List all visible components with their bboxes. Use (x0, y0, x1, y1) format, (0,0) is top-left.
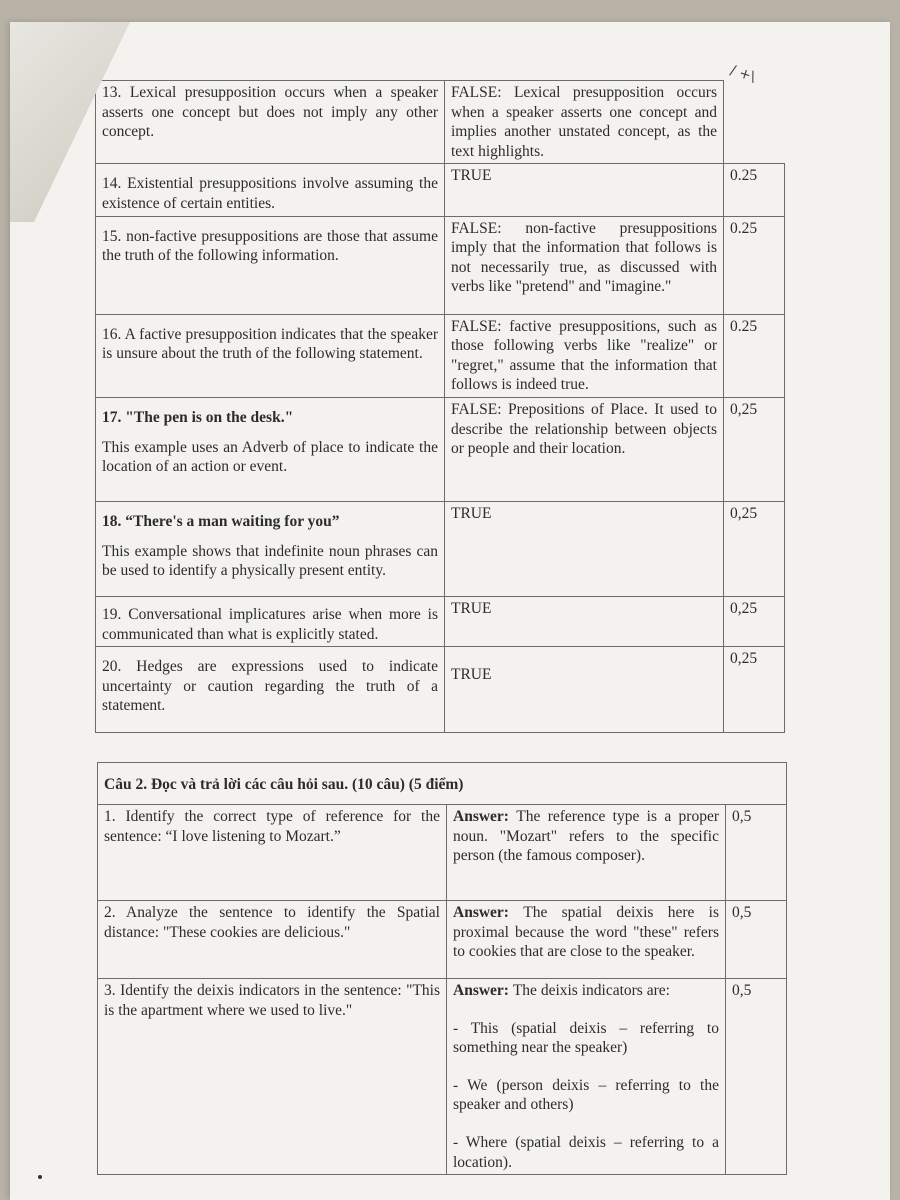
score-cell: 0.25 (724, 164, 785, 216)
score-cell: 0.25 (724, 216, 785, 314)
list-item: - This (spatial deixis – referring to something near the speaker) (453, 1019, 719, 1057)
question-text: This example shows that indefinite noun phrases can be used to identify a physically present entity. (102, 542, 438, 580)
list-item: - We (person deixis – referring to the speaker and others) (453, 1076, 719, 1114)
list-item: - Where (spatial deixis – referring to a location). (453, 1133, 719, 1171)
answer-cell: FALSE: factive presuppositions, such as those following verbs like "realize" or "regret," assume that the information that follows is indeed true. (445, 314, 724, 397)
answer-text: The reference type is a proper noun. "Mozart" refers to the specific person (the famous composer). (453, 808, 719, 865)
table-row (98, 901, 787, 979)
ink-dot (38, 1175, 42, 1179)
answer-cell: FALSE: non-factive presuppositions imply that the information that follows is not necessarily true, as discussed with verbs like "pretend" and "imagine." (445, 216, 724, 314)
table-row (98, 805, 787, 901)
table-row (96, 314, 785, 397)
table-header-row (98, 763, 787, 805)
answer-label: Answer: (453, 808, 517, 825)
score-cell: 0,25 (724, 596, 785, 646)
answer-cell (447, 979, 726, 1175)
example-sentence: 18. “There's a man waiting for you” (102, 512, 340, 530)
handwritten-margin-mark: / +\ (728, 62, 758, 86)
answer-cell: TRUE (445, 647, 724, 733)
true-false-answer-table (95, 80, 785, 733)
score-cell: 0,25 (724, 647, 785, 733)
score-cell: 0.25 (724, 314, 785, 397)
table-row (96, 596, 785, 646)
question-cell: 20. Hedges are expressions used to indicate uncertainty or caution regarding the truth of a statement. (96, 647, 445, 733)
answer-cell: FALSE: Lexical presupposition occurs when a speaker asserts one concept and implies another unstated concept, as the text highlights. (445, 81, 724, 164)
question-cell (96, 501, 445, 596)
table-row (96, 81, 785, 164)
table-row (96, 164, 785, 216)
answer-label: Answer: (453, 904, 524, 921)
table-row (96, 397, 785, 501)
answer-text: The spatial deixis here is proximal because the word "these" refers to cookies that are close to the speaker. (453, 904, 719, 961)
question-cell: 16. A factive presupposition indicates that the speaker is unsure about the truth of the following statement. (96, 314, 445, 397)
question-text: This example uses an Adverb of place to indicate the location of an action or event. (102, 438, 438, 476)
answer-label: Answer: (453, 982, 513, 999)
answer-cell (447, 805, 726, 901)
table-row (96, 216, 785, 314)
score-cell: 0,5 (726, 805, 787, 901)
example-sentence: 17. "The pen is on the desk." (102, 408, 294, 426)
table-row (96, 501, 785, 596)
answer-text: The deixis indicators are: (512, 982, 670, 999)
score-cell: 0,5 (726, 979, 787, 1175)
question-cell: 15. non-factive presuppositions are those that assume the truth of the following information. (96, 216, 445, 314)
table-row (96, 647, 785, 733)
question-cell: 3. Identify the deixis indicators in the sentence: "This is the apartment where we used to live." (98, 979, 447, 1175)
answer-cell: TRUE (445, 164, 724, 216)
score-cell: 0,25 (724, 501, 785, 596)
question-cell: 13. Lexical presupposition occurs when a speaker asserts one concept but does not imply any other concept. (96, 81, 445, 164)
answer-cell: TRUE (445, 596, 724, 646)
question-cell: 14. Existential presuppositions involve assuming the existence of certain entities. (96, 164, 445, 216)
question-cell (96, 397, 445, 501)
score-cell (724, 81, 785, 164)
question-cell: 2. Analyze the sentence to identify the Spatial distance: "These cookies are delicious." (98, 901, 447, 979)
section-header: Câu 2. Đọc và trả lời các câu hỏi sau. (10 câu) (5 điểm) (98, 763, 787, 805)
question-cell: 1. Identify the correct type of reference for the sentence: “I love listening to Mozart.” (98, 805, 447, 901)
answer-cell (447, 901, 726, 979)
score-cell: 0,5 (726, 901, 787, 979)
question-cell: 19. Conversational implicatures arise when more is communicated than what is explicitly stated. (96, 596, 445, 646)
score-cell: 0,25 (724, 397, 785, 501)
short-answer-table (97, 762, 787, 1175)
answer-cell: TRUE (445, 501, 724, 596)
table-row (98, 979, 787, 1175)
answer-cell: FALSE: Prepositions of Place. It used to describe the relationship between objects or people and their location. (445, 397, 724, 501)
